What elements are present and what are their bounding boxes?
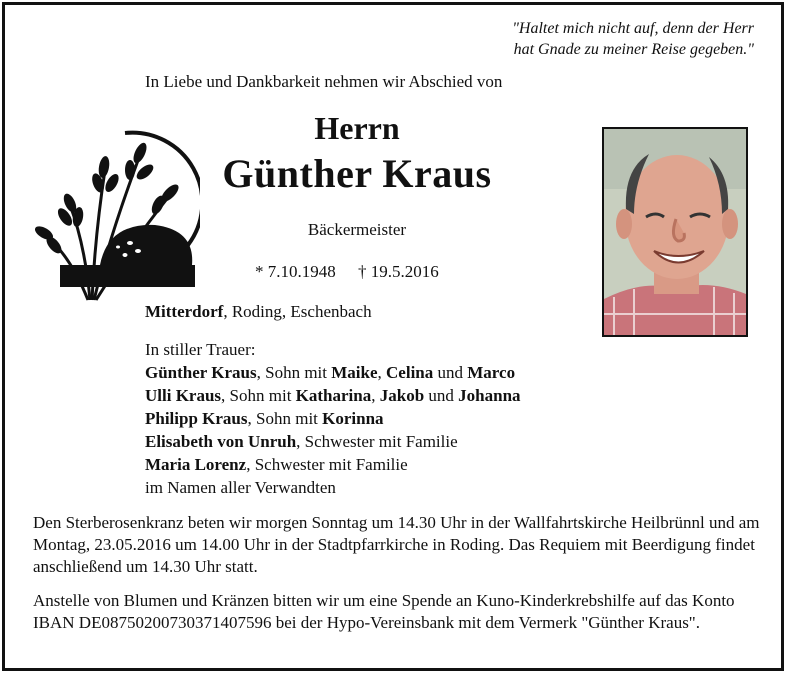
death-date: † 19.5.2016	[358, 262, 439, 281]
profession: Bäckermeister	[307, 220, 407, 239]
mourner-text: im Namen aller Verwandten	[145, 478, 336, 497]
bible-quote	[512, 18, 754, 60]
donation-paragraph: Anstelle von Blumen und Kränzen bitten wir um eine Spende an Kuno-Kinderkrebshilfe auf das Konto IBAN DE08750200730371407596 bei der Hypo-Vereinsbank mit dem Vermerk "Günther Kraus".	[33, 591, 735, 632]
mourner-text: , Schwester mit Familie	[246, 455, 408, 474]
mourner-text: ,	[377, 363, 387, 382]
mourner-row	[145, 476, 521, 499]
mourner-row	[145, 361, 521, 384]
mourner-text: ,	[371, 386, 380, 405]
mourner-row	[145, 430, 521, 453]
mourner-text: und	[424, 386, 459, 405]
portrait-photo	[602, 127, 748, 337]
deceased-name: Günther Kraus	[222, 151, 492, 196]
birth-date: * 7.10.1948	[255, 262, 336, 281]
quote-line-2: hat Gnade zu meiner Reise gegeben."	[513, 41, 754, 58]
mourners-heading: In stiller Trauer:	[145, 340, 256, 359]
intro-text: In Liebe und Dankbarkeit nehmen wir Abschied von	[145, 72, 503, 91]
mourner-text: , Schwester mit Familie	[296, 432, 458, 451]
mourner-name: Günther Kraus	[145, 363, 257, 382]
mourner-name: Maike	[331, 363, 378, 382]
portrait-graphic	[604, 129, 746, 335]
mourner-name: Maria Lorenz	[145, 455, 247, 474]
mourner-row	[145, 407, 521, 430]
mourner-name: Celina	[386, 363, 434, 382]
life-dates	[255, 262, 457, 282]
mourner-row	[145, 453, 521, 476]
mourner-name: Philipp Kraus	[145, 409, 248, 428]
place-main: Mitterdorf	[145, 302, 224, 321]
mourner-text: , Sohn mit	[221, 386, 296, 405]
mourner-text: , Sohn mit	[247, 409, 323, 428]
mourner-name: Johanna	[458, 386, 521, 405]
mourner-text: , Sohn mit	[256, 363, 332, 382]
mourner-name: Katharina	[295, 386, 372, 405]
mourner-name: Ulli Kraus	[145, 386, 222, 405]
mourner-name: Marco	[467, 363, 516, 382]
mourner-row	[145, 384, 521, 407]
salutation: Herrn	[314, 110, 400, 146]
quote-line-1: "Haltet mich nicht auf, denn der Herr	[512, 20, 754, 37]
mourner-text: und	[433, 363, 468, 382]
mourners-list	[145, 338, 521, 499]
mourner-name: Jakob	[379, 386, 425, 405]
place-rest: , Roding, Eschenbach	[223, 302, 372, 321]
mourner-name: Elisabeth von Unruh	[145, 432, 297, 451]
rosary-paragraph: Den Sterberosenkranz beten wir morgen Sonntag um 14.30 Uhr in der Wallfahrtskirche Heilbrünnl und am Montag, 23.05.2016 um 14.00 Uhr in der Stadtpfarrkirche in Roding. Das Requiem mit Beerdigung findet anschließend um 14.30 Uhr statt.	[33, 513, 760, 576]
mourner-name: Korinna	[322, 409, 384, 428]
places	[145, 302, 372, 322]
mourner-rows	[145, 361, 521, 499]
